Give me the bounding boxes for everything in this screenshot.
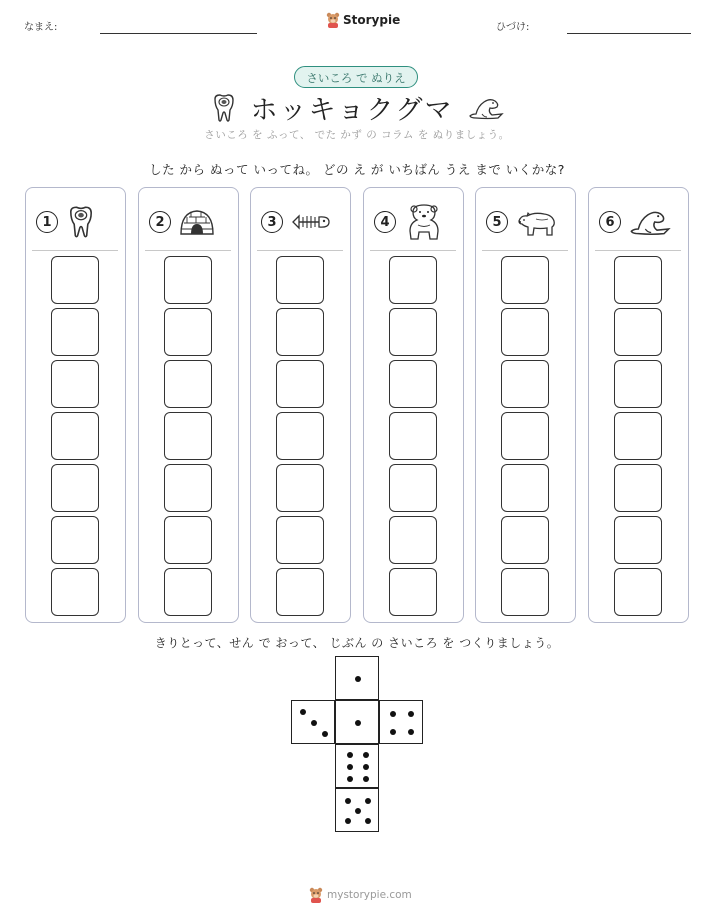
column-6	[588, 187, 689, 623]
color-box[interactable]	[389, 360, 437, 408]
bear-mascot-icon	[326, 12, 340, 28]
die-face-1	[335, 656, 379, 700]
die-pip	[311, 720, 317, 726]
activity-badge: さいころ で ぬりえ	[294, 66, 418, 88]
color-box[interactable]	[389, 412, 437, 460]
color-box[interactable]	[276, 568, 324, 616]
color-box[interactable]	[614, 308, 662, 356]
column-header	[486, 202, 570, 242]
column-1	[25, 187, 126, 623]
die-face-5	[335, 788, 379, 832]
die-pip	[347, 776, 353, 782]
column-number: 2	[149, 211, 171, 233]
cut-instruction: きりとって、せん で おって、 じぶん の さいころ を つくりましょう。	[154, 636, 560, 650]
column-number: 6	[599, 211, 621, 233]
die-pip	[345, 818, 351, 824]
color-box[interactable]	[51, 568, 99, 616]
column-number: 3	[261, 211, 283, 233]
title-row	[0, 88, 714, 127]
color-box[interactable]	[51, 308, 99, 356]
color-box[interactable]	[614, 568, 662, 616]
color-box[interactable]	[276, 360, 324, 408]
color-box[interactable]	[389, 568, 437, 616]
column-divider	[595, 250, 681, 251]
name-label: なまえ:	[24, 22, 58, 33]
color-box[interactable]	[164, 360, 212, 408]
die-pip	[390, 729, 396, 735]
brand-logo	[326, 12, 400, 28]
column-number: 1	[36, 211, 58, 233]
color-box[interactable]	[501, 516, 549, 564]
die-pip	[408, 711, 414, 717]
die-pip	[355, 676, 361, 682]
column-header	[149, 202, 233, 242]
tooth-icon	[211, 93, 237, 123]
column-divider	[145, 250, 231, 251]
column-header	[599, 202, 683, 242]
column-2	[138, 187, 239, 623]
die-pip	[345, 798, 351, 804]
color-box[interactable]	[276, 516, 324, 564]
color-box[interactable]	[501, 464, 549, 512]
color-box[interactable]	[51, 256, 99, 304]
column-divider	[370, 250, 456, 251]
column-divider	[32, 250, 118, 251]
color-box[interactable]	[164, 308, 212, 356]
die-face-4	[379, 700, 423, 744]
die-face-1	[335, 700, 379, 744]
polar-bear-walking-icon	[516, 207, 558, 237]
color-box[interactable]	[51, 412, 99, 460]
color-box[interactable]	[389, 516, 437, 564]
fish-skeleton-icon	[291, 212, 331, 232]
die-pip	[363, 764, 369, 770]
date-line	[567, 33, 691, 34]
die-pip	[365, 818, 371, 824]
column-header	[374, 202, 458, 242]
color-box[interactable]	[614, 360, 662, 408]
color-box[interactable]	[389, 464, 437, 512]
column-5	[475, 187, 576, 623]
color-box[interactable]	[164, 516, 212, 564]
die-pip	[355, 720, 361, 726]
color-box[interactable]	[389, 256, 437, 304]
column-header	[36, 202, 120, 242]
color-box[interactable]	[51, 516, 99, 564]
seal-icon	[629, 208, 671, 236]
name-line	[100, 33, 257, 34]
die-pip	[355, 808, 361, 814]
color-box[interactable]	[614, 516, 662, 564]
bear-mascot-icon	[309, 887, 323, 903]
footer	[309, 887, 412, 903]
column-4	[363, 187, 464, 623]
color-box[interactable]	[501, 568, 549, 616]
date-label: ひづけ:	[496, 22, 530, 33]
page-title: ホッキョクグマ	[250, 95, 454, 126]
color-box[interactable]	[164, 412, 212, 460]
seal-icon	[468, 96, 504, 120]
die-pip	[363, 752, 369, 758]
polar-bear-front-icon	[404, 203, 444, 241]
color-box[interactable]	[389, 308, 437, 356]
color-box[interactable]	[164, 256, 212, 304]
color-box[interactable]	[276, 308, 324, 356]
die-pip	[300, 709, 306, 715]
subtitle: さいころ を ふって、 でた かず の コラム を ぬりましょう。	[204, 129, 510, 141]
column-3	[250, 187, 351, 623]
column-number: 4	[374, 211, 396, 233]
color-box[interactable]	[276, 464, 324, 512]
die-pip	[347, 764, 353, 770]
color-box[interactable]	[51, 360, 99, 408]
color-box[interactable]	[276, 412, 324, 460]
die-pip	[347, 752, 353, 758]
color-box[interactable]	[614, 412, 662, 460]
color-box[interactable]	[501, 308, 549, 356]
die-pip	[363, 776, 369, 782]
color-box[interactable]	[501, 256, 549, 304]
color-box[interactable]	[51, 464, 99, 512]
instruction: した から ぬって いってね。 どの え が いちばん うえ まで いくかな?	[149, 162, 565, 177]
die-pip	[322, 731, 328, 737]
column-divider	[257, 250, 343, 251]
column-number: 5	[486, 211, 508, 233]
die-pip	[390, 711, 396, 717]
igloo-icon	[179, 208, 215, 236]
color-box[interactable]	[614, 256, 662, 304]
die-pip	[365, 798, 371, 804]
column-header	[261, 202, 345, 242]
color-box[interactable]	[164, 464, 212, 512]
brand-name: Storypie	[343, 13, 401, 27]
die-pip	[408, 729, 414, 735]
footer-url: mystorypie.com	[327, 889, 412, 901]
color-box[interactable]	[164, 568, 212, 616]
column-divider	[482, 250, 568, 251]
die-face-3	[291, 700, 335, 744]
die-face-6	[335, 744, 379, 788]
color-box[interactable]	[276, 256, 324, 304]
tooth-icon	[66, 205, 96, 239]
color-box[interactable]	[501, 360, 549, 408]
color-box[interactable]	[501, 412, 549, 460]
color-box[interactable]	[614, 464, 662, 512]
